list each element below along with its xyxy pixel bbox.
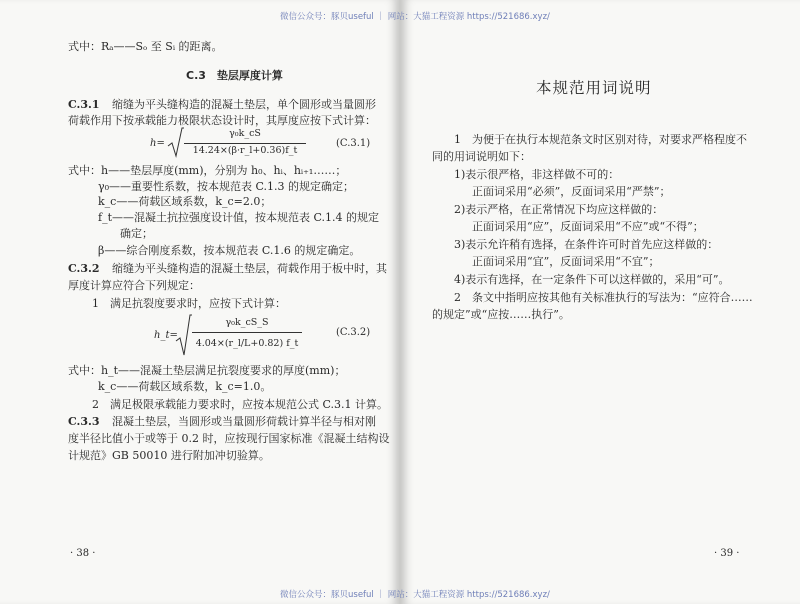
item-2: 2 满足极限承载能力要求时，应按本规范公式 C.3.1 计算。 — [92, 398, 389, 411]
list-item-2: 2)表示严格，在正常情况下均应这样做的： — [454, 203, 664, 216]
clause-c31-number: C.3.1 — [68, 98, 100, 111]
clause-c32-text-2: 厚度计算应符合下列规定： — [68, 279, 200, 292]
right-page-title: 本规范用词说明 — [536, 79, 652, 97]
clause-c32-number: C.3.2 — [68, 262, 100, 275]
formula2-tag: (C.3.2) — [336, 327, 371, 338]
formula2-lhs: h_t= — [154, 330, 178, 341]
list-item-3: 3)表示允许稍有选择，在条件许可时首先应这样做的： — [454, 238, 719, 251]
symbol-ft-cont: 确定； — [120, 227, 153, 240]
clause-c31-text: 缩缝为平头缝构造的混凝土垫层，单个圆形或当量圆形 — [112, 98, 376, 111]
para-1-cont: 同的用词说明如下： — [432, 150, 531, 163]
para-2: 2 条文中指明应按其他有关标准执行的写法为：“应符合…… — [454, 291, 753, 304]
symbol-ht: 式中：h_t——混凝土垫层满足抗裂度要求的厚度(mm)； — [68, 364, 346, 377]
formula1-denominator: 14.24×(β·r_l+0.36)f_t — [192, 145, 298, 156]
symbol-beta: β——综合刚度系数，按本规范表 C.1.6 的规定确定。 — [98, 244, 361, 257]
clause-c33-text-2: 度半径比值小于或等于 0.2 时，应按现行国家标准《混凝土结构设 — [68, 432, 390, 445]
formula1-tag: (C.3.1) — [336, 138, 371, 149]
list-item-4: 4)表示有选择，在一定条件下可以这样做的，采用“可”。 — [454, 273, 730, 286]
list-item-1: 1)表示很严格，非这样做不可的： — [454, 168, 620, 181]
where-line: 式中：Rₐ——Sₒ 至 Sᵢ 的距离。 — [68, 40, 223, 53]
list-item-1-detail: 正面词采用“必须”，反面词采用“严禁”； — [472, 185, 671, 198]
clause-c31-text-2: 荷载作用下按承载能力极限状态设计时，其厚度应按下式计算： — [68, 114, 376, 127]
list-item-2-detail: 正面词采用“应”，反面词采用“不应”或“不得”； — [472, 220, 704, 233]
watermark-top: 微信公众号：豚贝useful ｜ 网站：大猫工程资源 https://521686.xyz/ — [280, 12, 550, 22]
watermark-bottom: 微信公众号：豚贝useful ｜ 网站：大猫工程资源 https://521686.xyz/ — [280, 590, 550, 600]
book-gutter — [396, 0, 404, 604]
clause-c33-text: 混凝土垫层，当圆形或当量圆形荷载计算半径与相对刚 — [112, 415, 376, 428]
clause-c33-number: C.3.3 — [68, 415, 100, 428]
formula2-denominator: 4.04×(r_l/L+0.82) f_t — [195, 338, 299, 349]
formula1-radical — [168, 128, 184, 158]
para-1: 1 为便于在执行本规范条文时区别对待，对要求严格程度不 — [454, 133, 747, 146]
symbol-h: 式中：h——垫层厚度(mm)，分别为 h₀、hᵢ、hᵢ₊₁……； — [68, 164, 347, 177]
right-page-number: · 39 · — [714, 548, 740, 559]
formula2-fraction-bar — [192, 332, 302, 333]
left-page-number: · 38 · — [70, 548, 96, 559]
para-2-cont: 的规定”或“应按……执行”。 — [432, 308, 570, 321]
formula1-lhs: h= — [150, 138, 165, 149]
section-title: C.3 垫层厚度计算 — [186, 69, 283, 82]
list-item-3-detail: 正面词采用“宜”，反面词采用“不宜”； — [472, 255, 660, 268]
symbol-kc-2: k_c——荷载区域系数，k_c=1.0。 — [98, 380, 272, 393]
clause-c33-text-3: 计规范》GB 50010 进行附加冲切验算。 — [68, 449, 270, 462]
symbol-gamma: γ₀——重要性系数，按本规范表 C.1.3 的规定确定； — [98, 180, 354, 193]
symbol-kc: k_c——荷载区域系数，k_c=2.0； — [98, 195, 272, 208]
formula2-numerator: γ₀k_cS_S — [225, 317, 269, 328]
clause-c32-text: 缩缝为平头缝构造的混凝土垫层，荷载作用于板中时，其 — [112, 262, 387, 275]
formula2-radical — [176, 315, 192, 357]
item-1: 1 满足抗裂度要求时，应按下式计算： — [92, 297, 286, 310]
formula1-numerator: γ₀k_cS — [229, 128, 261, 139]
formula1-fraction-bar — [184, 143, 306, 144]
symbol-ft: f_t——混凝土抗拉强度设计值，按本规范表 C.1.4 的规定 — [98, 211, 379, 224]
